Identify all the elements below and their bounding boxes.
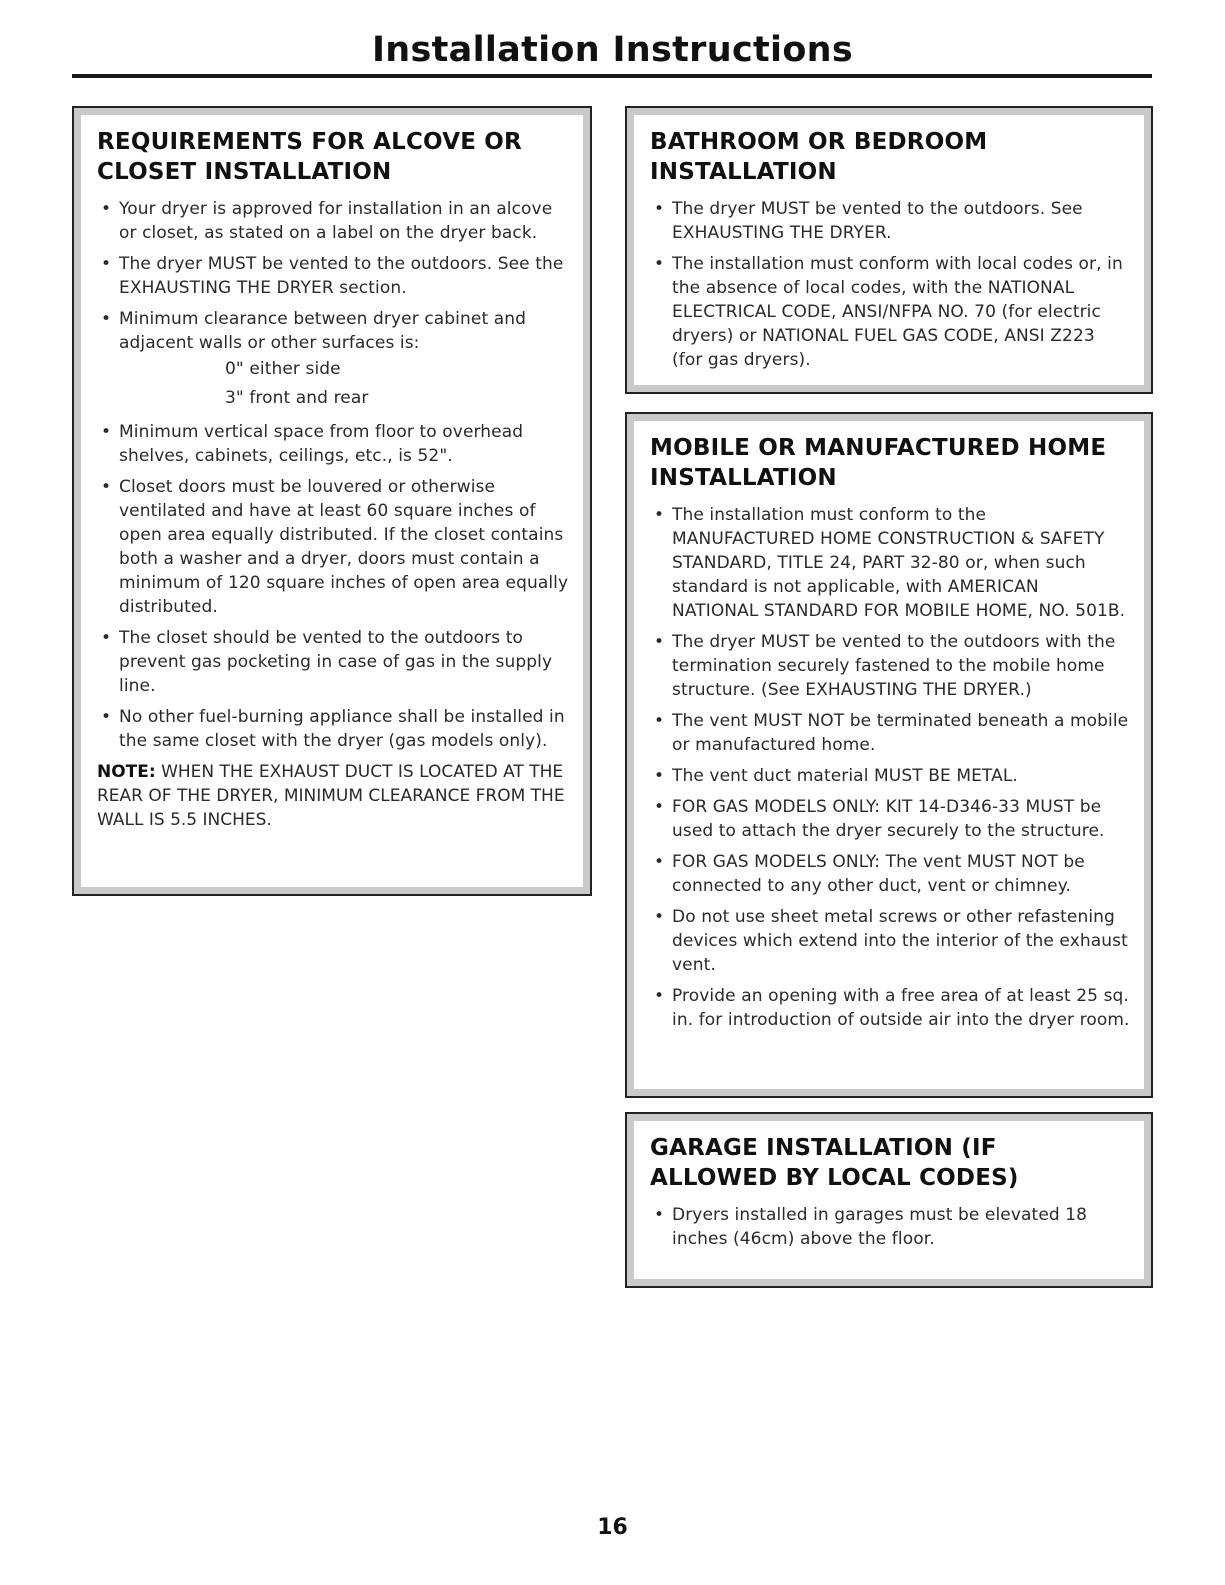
- list-item: • The installation must conform to the MANUFACTURED HOME CONSTRUCTION & SAFETY STANDARD, TITLE 24, PART 32-80 or, when such standard is not applicable, with AMERICAN NATIONAL STANDARD FOR MOBILE HOME, NO. 501B.: [650, 503, 1130, 623]
- page-number: 16: [597, 1515, 628, 1540]
- note-text: WHEN THE EXHAUST DUCT IS LOCATED AT THE REAR OF THE DRYER, MINIMUM CLEARANCE FROM THE WALL IS 5.5 INCHES.: [97, 762, 565, 830]
- clearance-line: 0" either side: [225, 359, 341, 379]
- alcove-closet-section: [72, 106, 592, 896]
- bathroom-bedroom-section: [625, 106, 1153, 394]
- list-item: • Your dryer is approved for installation in an alcove or closet, as stated on a label on the dryer back.: [97, 197, 569, 245]
- note-label: NOTE:: [97, 762, 156, 782]
- section-heading: GARAGE INSTALLATION (IF ALLOWED BY LOCAL CODES): [650, 1135, 1019, 1191]
- list-item: • Do not use sheet metal screws or other refastening devices which extend into the interior of the exhaust vent.: [650, 905, 1130, 977]
- list-item: • The dryer MUST be vented to the outdoors. See EXHAUSTING THE DRYER.: [650, 197, 1130, 245]
- garage-section: [625, 1112, 1153, 1288]
- mobile-home-section: [625, 412, 1153, 1098]
- list-item: • The vent MUST NOT be terminated beneath a mobile or manufactured home.: [650, 709, 1130, 757]
- list-item: • Closet doors must be louvered or otherwise ventilated and have at least 60 square inches of open area equally distributed. If the closet contains both a washer and a dryer, doors must contain a minimum of 120 square inches of open area equally distributed.: [97, 475, 569, 619]
- bullet-list: [650, 197, 1130, 372]
- list-item-text: Minimum clearance between dryer cabinet and adjacent walls or other surfaces is:: [119, 309, 526, 353]
- note: [97, 760, 569, 832]
- list-item: • The vent duct material MUST BE METAL.: [650, 764, 1130, 788]
- list-item: • FOR GAS MODELS ONLY: The vent MUST NOT be connected to any other duct, vent or chimney.: [650, 850, 1130, 898]
- bullet-list: [650, 1203, 1130, 1251]
- section-heading: BATHROOM OR BEDROOM INSTALLATION: [650, 129, 988, 185]
- bullet-list: [97, 197, 569, 753]
- bullet-list: [650, 503, 1130, 1032]
- list-item: • The closet should be vented to the outdoors to prevent gas pocketing in case of gas in the supply line.: [97, 626, 569, 698]
- list-item: [97, 307, 569, 413]
- list-item: • Provide an opening with a free area of at least 25 sq. in. for introduction of outside air into the dryer room.: [650, 984, 1130, 1032]
- list-item: • Minimum vertical space from floor to overhead shelves, cabinets, ceilings, etc., is 52".: [97, 420, 569, 468]
- list-item: • FOR GAS MODELS ONLY: KIT 14-D346-33 MUST be used to attach the dryer securely to the structure.: [650, 795, 1130, 843]
- page-title: Installation Instructions: [371, 30, 854, 70]
- section-heading: REQUIREMENTS FOR ALCOVE OR CLOSET INSTALLATION: [97, 129, 522, 185]
- list-item: • The dryer MUST be vented to the outdoors. See the EXHAUSTING THE DRYER section.: [97, 252, 569, 300]
- section-heading: MOBILE OR MANUFACTURED HOME INSTALLATION: [650, 435, 1107, 491]
- list-item: • The dryer MUST be vented to the outdoors with the termination securely fastened to the mobile home structure. (See EXHAUSTING THE DRYER.): [650, 630, 1130, 702]
- list-item: • Dryers installed in garages must be elevated 18 inches (46cm) above the floor.: [650, 1203, 1130, 1251]
- list-item: • No other fuel-burning appliance shall be installed in the same closet with the dryer (gas models only).: [97, 705, 569, 753]
- list-item: • The installation must conform with local codes or, in the absence of local codes, with the NATIONAL ELECTRICAL CODE, ANSI/NFPA NO. 70 (for electric dryers) or NATIONAL FUEL GAS CODE, ANSI Z223 (for gas dryers).: [650, 252, 1130, 372]
- clearance-line: 3" front and rear: [225, 388, 369, 408]
- title-rule: [72, 74, 1152, 78]
